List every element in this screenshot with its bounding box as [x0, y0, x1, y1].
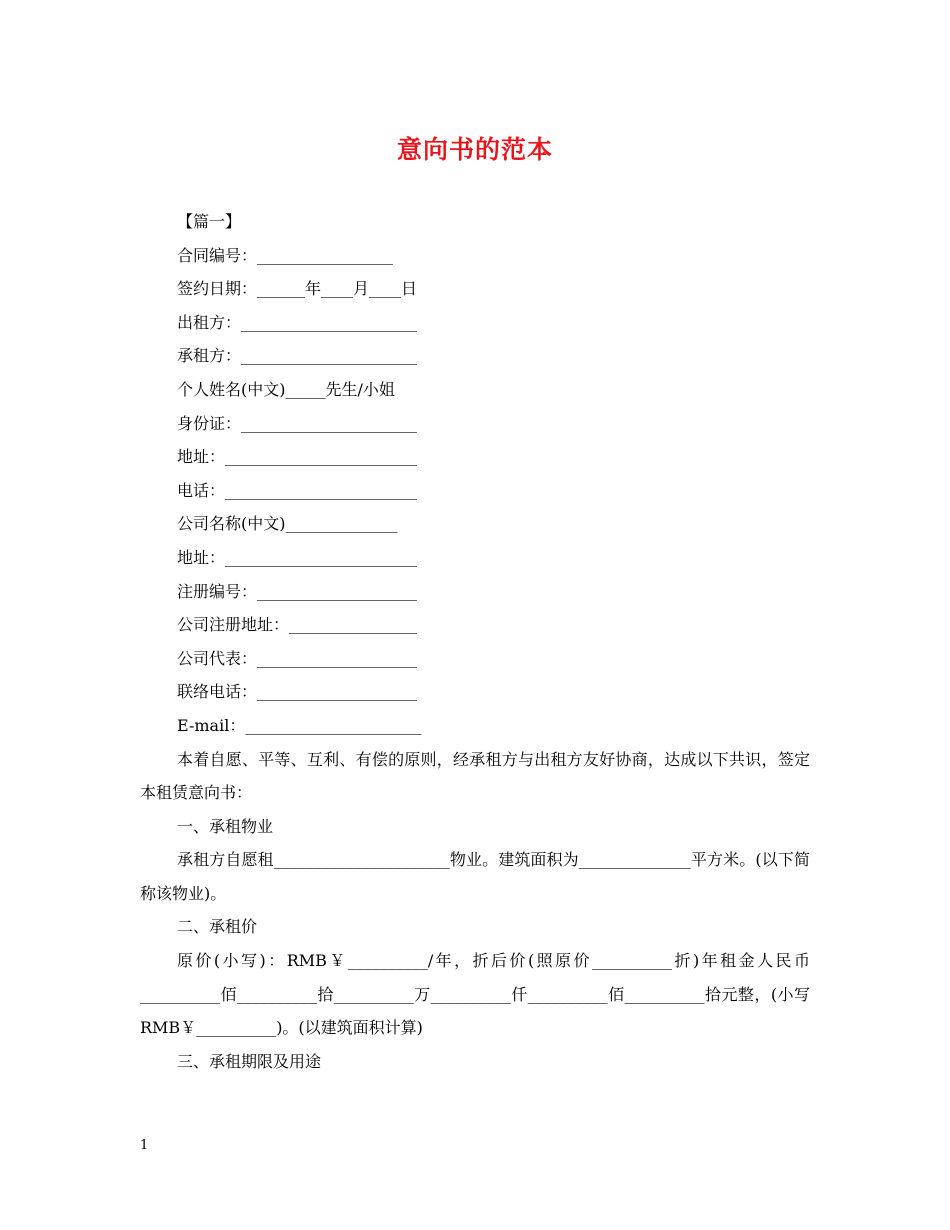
contact-phone-field: 联络电话：____________________ [177, 682, 418, 702]
section-heading: 【篇一】 [177, 212, 242, 231]
company-representative-field: 公司代表：____________________ [177, 648, 418, 668]
document-body [140, 205, 810, 1078]
intro-paragraph: 本着自愿、平等、互利、有偿的原则，经承租方与出租方友好协商，达成以下共识，签定本租赁意向书： [140, 749, 810, 803]
company-address-field: 地址：________________________ [177, 547, 418, 567]
personal-name-field: 个人姓名(中文)_____先生/小姐 [177, 379, 395, 399]
contract-number-field: 合同编号：_________________ [177, 245, 394, 265]
address-field: 地址：________________________ [177, 447, 418, 467]
page-number: 1 [140, 1138, 149, 1153]
signing-date-field: 签约日期：______年____月____日 [177, 279, 418, 299]
clause-heading-price: 二、承租价 [177, 917, 258, 937]
lessee-field: 承租方：______________________ [177, 346, 418, 366]
email-field: E-mail：______________________ [177, 715, 422, 735]
phone-field: 电话：________________________ [177, 480, 418, 500]
clause-heading-property: 一、承租物业 [177, 816, 274, 836]
price-paragraph: 原价(小写)：RMB￥__________/年，折后价(照原价__________折)年租金人民币__________佰__________拾__________万__________仟__________佰__________拾元整，(小写RMB￥__________)。(以建筑面积计算) [140, 951, 810, 1038]
clause-heading-term: 三、承租期限及用途 [177, 1051, 322, 1071]
registration-number-field: 注册编号：____________________ [177, 581, 418, 601]
property-paragraph: 承租方自愿租______________________物业。建筑面积为______________平方米。(以下简称该物业)。 [140, 850, 810, 903]
id-card-field: 身份证：______________________ [177, 413, 418, 433]
lessor-field: 出租方：______________________ [177, 312, 418, 332]
company-name-field: 公司名称(中文)______________ [177, 514, 398, 534]
registered-address-field: 公司注册地址：________________ [177, 615, 418, 635]
document-title: 意向书的范本 [396, 135, 553, 164]
